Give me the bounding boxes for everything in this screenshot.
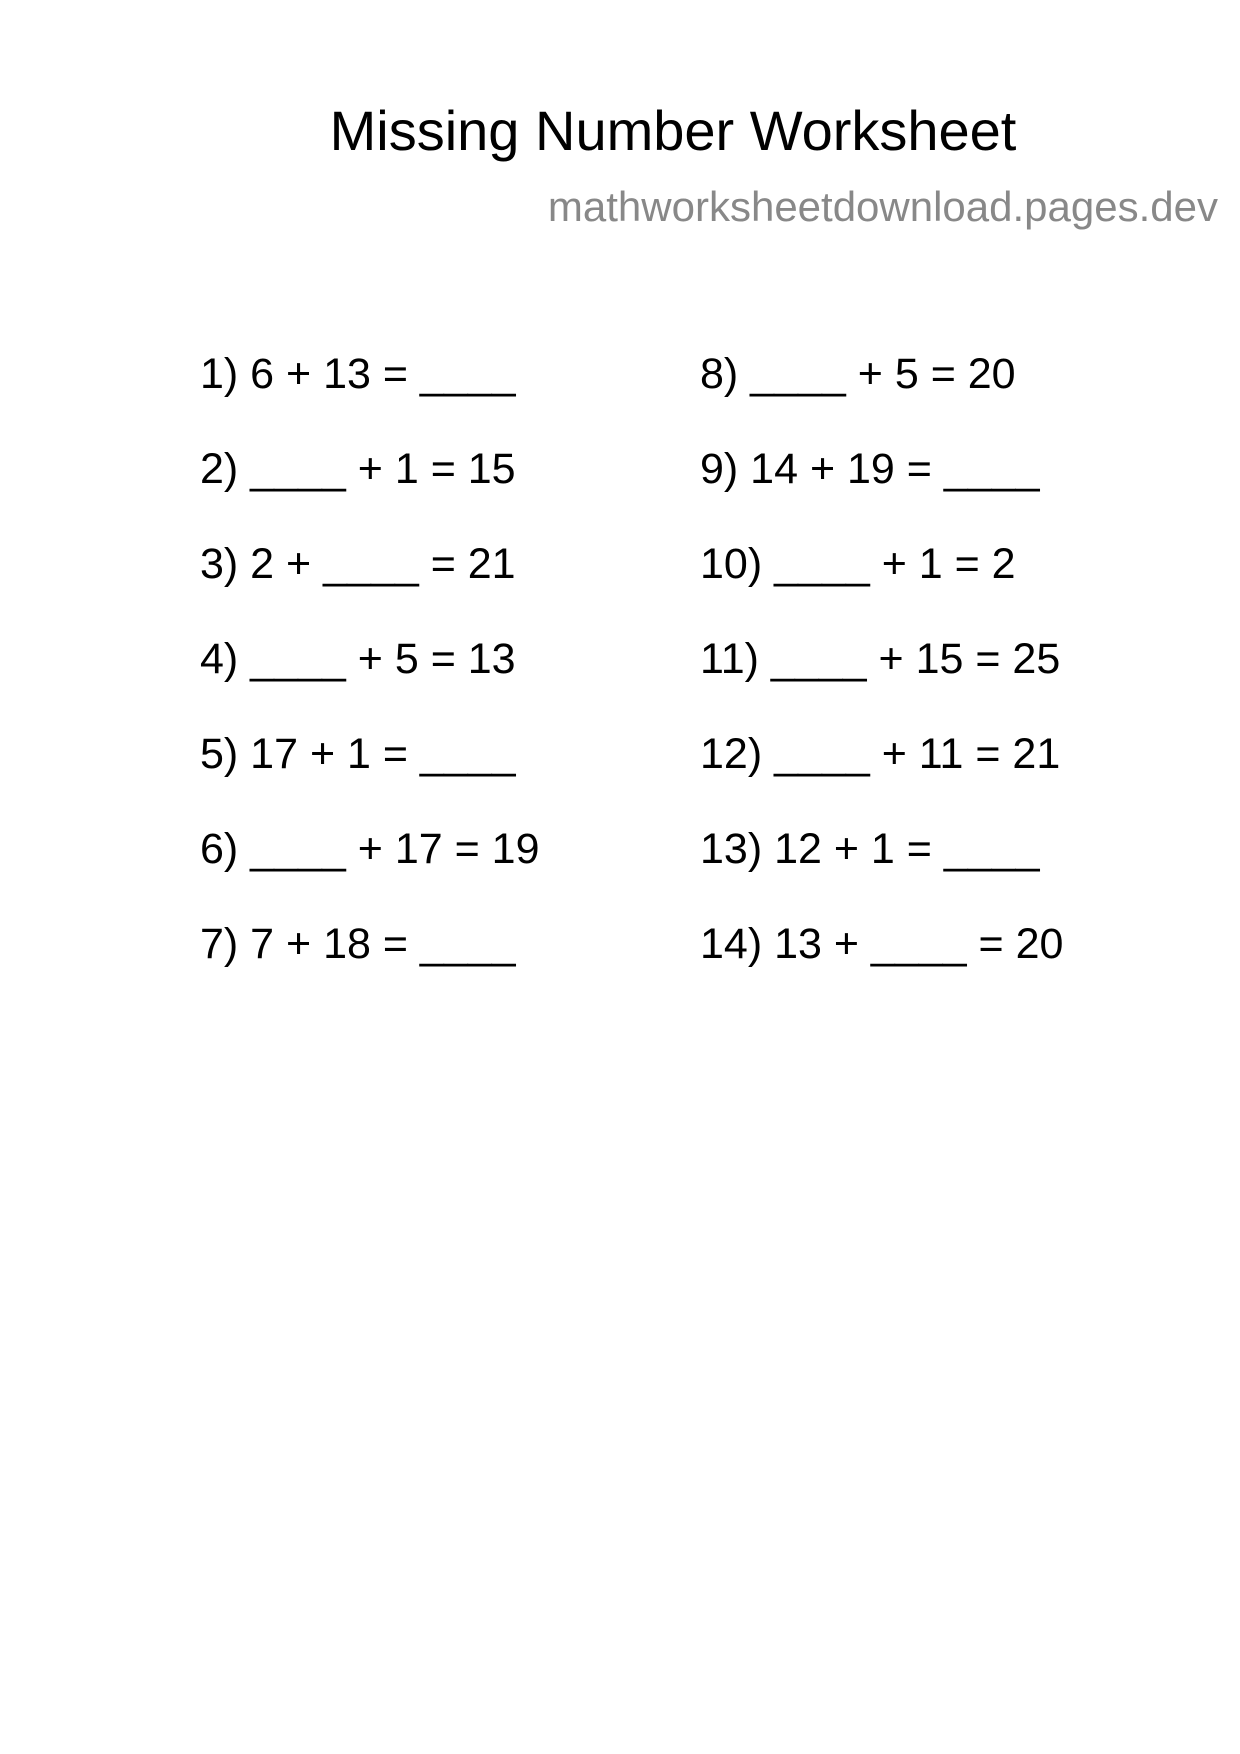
problem-7: 7) 7 + 18 = ____ [200,920,516,968]
problem-2: 2) ____ + 1 = 15 [200,445,516,493]
problem-1: 1) 6 + 13 = ____ [200,350,516,398]
problem-13: 13) 12 + 1 = ____ [700,825,1040,873]
problem-column-left [200,344,540,1009]
problem-grid [200,344,1100,984]
problem-8: 8) ____ + 5 = 20 [700,350,1016,398]
problem-5: 5) 17 + 1 = ____ [200,730,516,778]
problem-9: 9) 14 + 19 = ____ [700,445,1040,493]
problem-12: 12) ____ + 11 = 21 [700,730,1061,778]
problem-14: 14) 13 + ____ = 20 [700,920,1064,968]
problem-10: 10) ____ + 1 = 2 [700,540,1016,588]
problem-column-right [700,344,1063,1009]
problem-6: 6) ____ + 17 = 19 [200,825,540,873]
problem-3: 3) 2 + ____ = 21 [200,540,516,588]
problem-4: 4) ____ + 5 = 13 [200,635,516,683]
worksheet-title: Missing Number Worksheet [329,99,1017,162]
source-website: mathworksheetdownload.pages.dev [547,183,1218,230]
problem-11: 11) ____ + 15 = 25 [700,635,1061,683]
